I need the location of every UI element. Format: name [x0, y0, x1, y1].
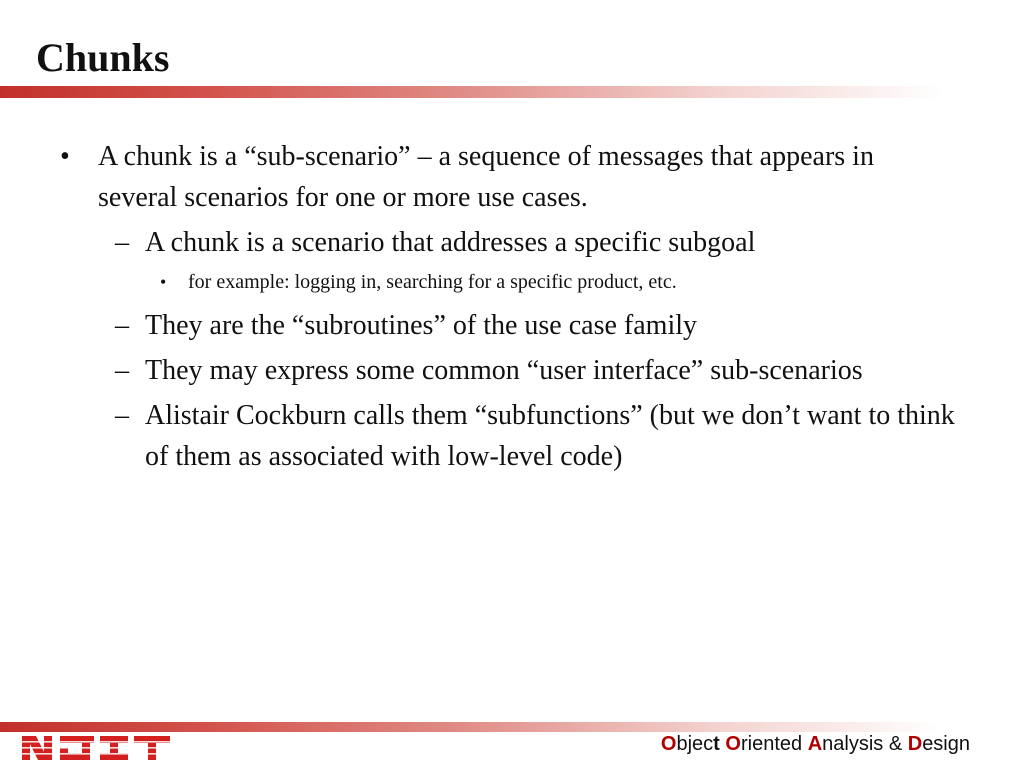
slide-title: Chunks — [36, 35, 170, 80]
dash-marker: – — [115, 227, 129, 258]
sub-bullet-subgoal — [60, 222, 960, 263]
course-initial-o: O — [660, 733, 677, 755]
sub-bullet-text: Alistair Cockburn calls them “subfunctions” (but we don’t want to think of them as associated with low-level code) — [145, 400, 955, 472]
small-bullet-marker: • — [160, 272, 167, 292]
course-text-riented: riented — [740, 733, 808, 755]
course-text-esign: esign — [922, 733, 970, 755]
bullet-main — [60, 136, 960, 218]
slide-content — [60, 136, 960, 481]
sub-bullet-text: They may express some common “user interface” sub-scenarios — [145, 355, 863, 386]
sub-sub-bullet-text: for example: logging in, searching for a specific product, etc. — [188, 271, 677, 293]
course-initial-d: D — [907, 733, 923, 755]
dash-marker: – — [115, 355, 129, 386]
dash-marker: – — [115, 310, 129, 341]
course-initial-a: A — [807, 733, 823, 755]
course-text-t: t — [713, 733, 720, 755]
sub-bullet-user-interface — [60, 350, 960, 391]
course-text-bjec: bjec — [676, 733, 714, 755]
njit-logo — [20, 734, 172, 762]
sub-bullet-text: A chunk is a scenario that addresses a specific subgoal — [145, 227, 756, 258]
sub-bullet-subroutines — [60, 305, 960, 346]
bullet-text: A chunk is a “sub-scenario” – a sequence of messages that appears in several scenarios for one or more use cases. — [98, 141, 874, 213]
sub-sub-bullet-example — [60, 267, 960, 297]
sub-bullet-cockburn — [60, 395, 960, 477]
dash-marker: – — [115, 400, 129, 431]
course-initial-o2: O — [725, 733, 741, 755]
sub-bullet-text: They are the “subroutines” of the use case family — [145, 310, 698, 341]
bullet-marker: • — [60, 141, 70, 172]
title-divider — [0, 86, 1024, 98]
course-title — [661, 730, 970, 758]
course-text-nalysis: nalysis & — [822, 733, 908, 755]
